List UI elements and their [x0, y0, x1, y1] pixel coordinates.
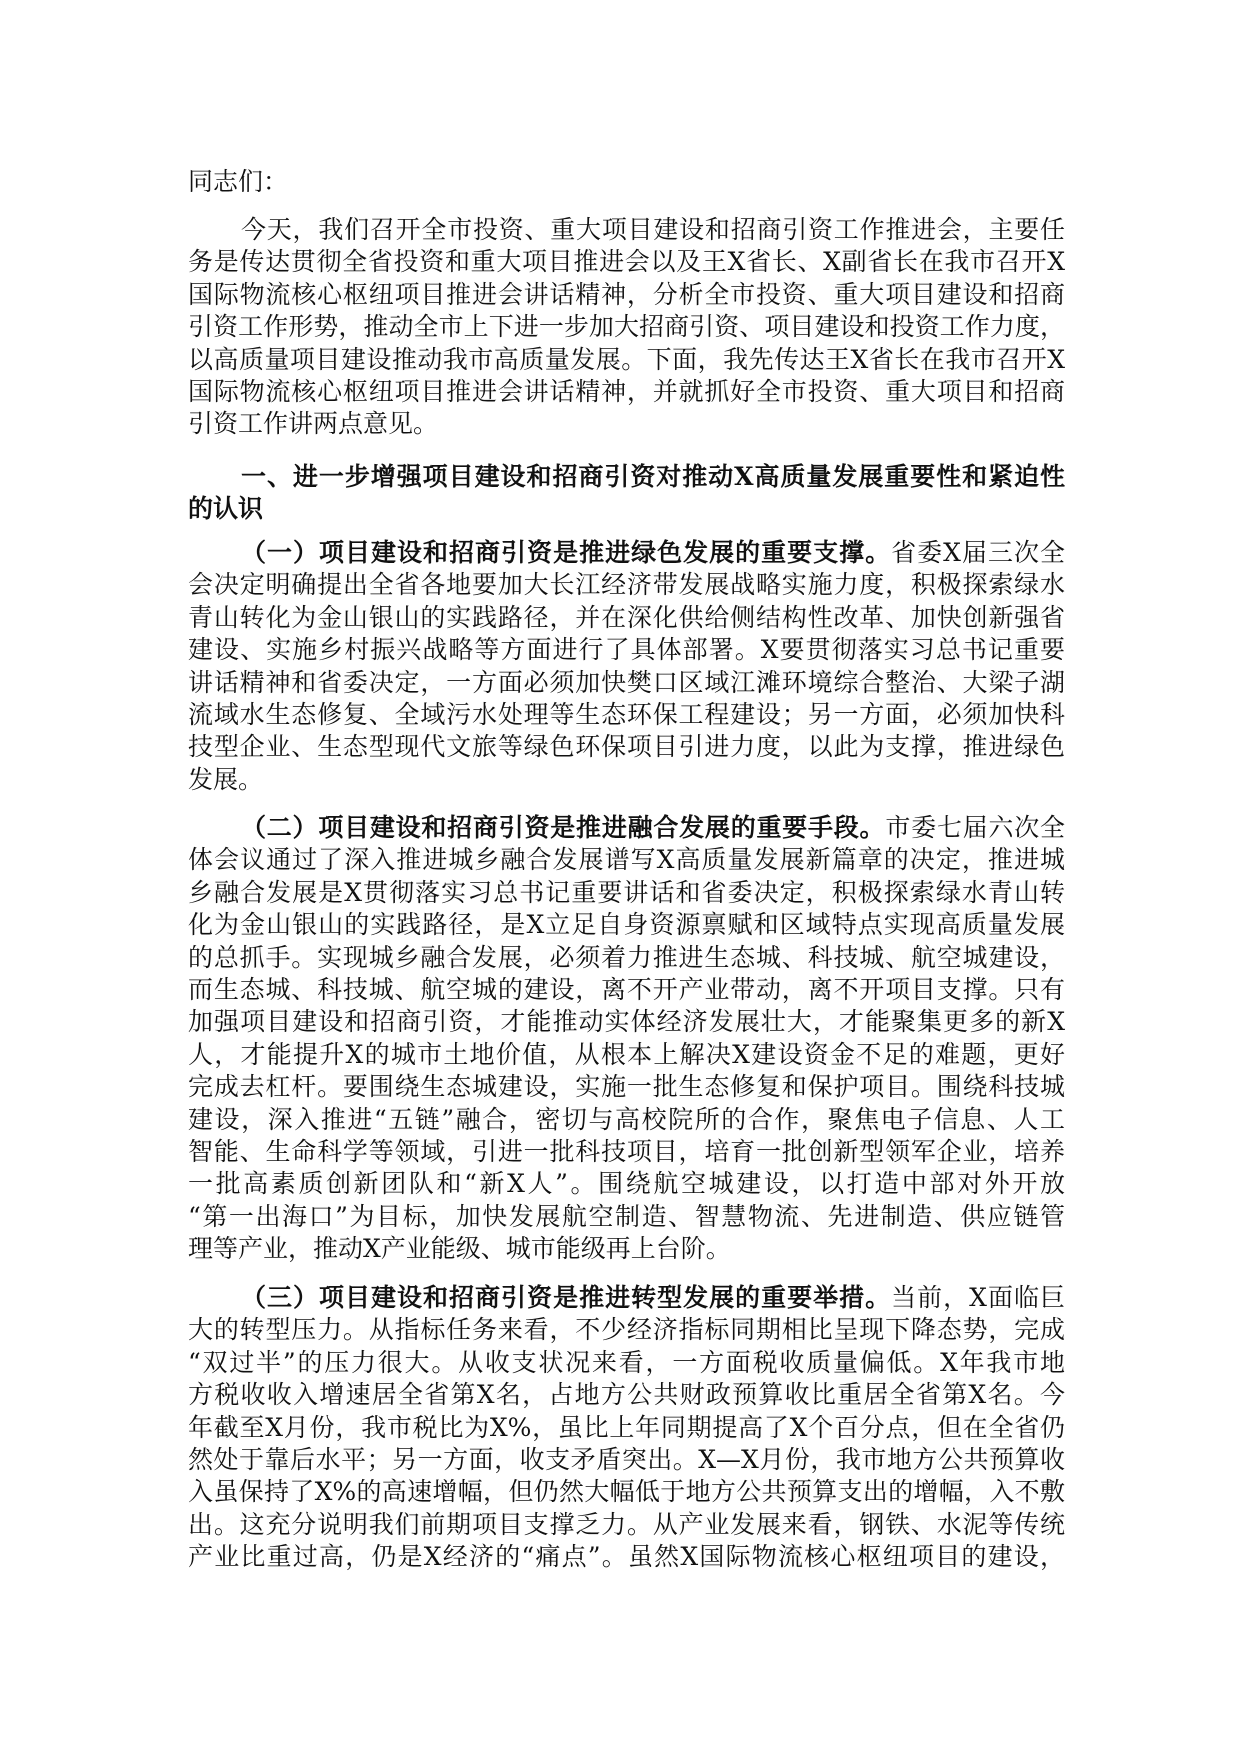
text-line	[188, 1104, 1065, 1136]
subsection-title: （三）项目建设和招商引资是推进转型发展的重要举措。	[241, 1283, 892, 1312]
text-line	[188, 1347, 1065, 1379]
line-text: 建设、实施乡村振兴战略等方面进行了具体部署。X要贯彻落实习总书记重要	[188, 635, 1065, 665]
text-line	[188, 974, 1065, 1006]
line-text: 的认识	[188, 494, 264, 524]
text-line	[188, 344, 1065, 376]
line-text: 入虽保持了X%的高速增幅，但仍然大幅低于地方公共预算支出的增幅，入不敷	[188, 1477, 1065, 1507]
text-line	[188, 1444, 1065, 1476]
text-line	[188, 1509, 1065, 1541]
text-line	[188, 1006, 1065, 1038]
salutation-text: 同志们：	[188, 167, 289, 196]
text-line	[188, 537, 1065, 569]
text-line	[188, 1476, 1065, 1508]
line-text: 一批高素质创新团队和“新X人”。围绕航空城建设，以打造中部对外开放	[188, 1169, 1065, 1199]
subsection-paragraph-1	[188, 537, 1065, 796]
line-text: 体会议通过了深入推进城乡融合发展谱写X高质量发展新篇章的决定，推进城	[188, 845, 1065, 875]
text-line	[188, 909, 1065, 941]
text-line	[188, 1201, 1065, 1233]
text-line	[188, 1136, 1065, 1168]
line-text: 智能、生命科学等领域，引进一批科技项目，培育一批创新型领军企业，培养	[188, 1136, 1065, 1166]
text-line	[188, 667, 1065, 699]
text-line	[188, 1282, 1065, 1314]
text-line	[188, 493, 1065, 525]
line-text: 国际物流核心枢纽项目推进会讲话精神，分析全市投资、重大项目建设和招商	[188, 279, 1065, 309]
line-text: 流域水生态修复、全域污水处理等生态环保工程建设；另一方面，必须加快科	[188, 699, 1065, 729]
line-text: 产业比重过高，仍是X经济的“痛点”。虽然X国际物流核心枢纽项目的建设，	[188, 1542, 1065, 1572]
text-line	[188, 1168, 1065, 1200]
text-line	[188, 602, 1065, 634]
line-text: 以高质量项目建设推动我市高质量发展。下面，我先传达王X省长在我市召开X	[188, 344, 1065, 374]
line-text: 的总抓手。实现城乡融合发展，必须着力推进生态城、科技城、航空城建设，	[188, 942, 1065, 972]
line-text: 化为金山银山的实践路径，是X立足自身资源禀赋和区域特点实现高质量发展	[188, 910, 1065, 940]
line-text: 今天，我们召开全市投资、重大项目建设和招商引资工作推进会，主要任	[241, 215, 1065, 244]
text-line	[188, 844, 1065, 876]
line-text: 当前，X面临巨	[891, 1283, 1065, 1312]
text-line	[188, 1412, 1065, 1444]
line-text: 建设，深入推进“五链”融合，密切与高校院所的合作，聚焦电子信息、人工	[188, 1104, 1065, 1134]
subsection-title: （一）项目建设和招商引资是推进绿色发展的重要支撑。	[241, 538, 892, 567]
line-text: 省委X届三次全	[891, 538, 1065, 567]
text-line	[188, 699, 1065, 731]
text-line	[188, 1233, 1065, 1265]
line-text: “双过半”的压力很大。从收支状况来看，一方面税收质量偏低。X年我市地	[188, 1347, 1065, 1377]
line-text: 人，才能提升X的城市土地价值，从根本上解决X建设资金不足的难题，更好	[188, 1039, 1065, 1069]
line-text: 引资工作讲两点意见。	[188, 409, 439, 439]
line-text: 然处于靠后水平；另一方面，收支矛盾突出。X—X月份，我市地方公共预算收	[188, 1444, 1065, 1474]
text-line	[188, 634, 1065, 666]
text-line	[188, 408, 1065, 440]
subsection-title: （二）项目建设和招商引资是推进融合发展的重要手段。	[241, 813, 886, 842]
salutation	[188, 166, 1065, 198]
line-text: 讲话精神和省委决定，一方面必须加快樊口区域江滩环境综合整治、大梁子湖	[188, 667, 1065, 697]
line-text: 市委七届六次全	[885, 813, 1065, 842]
text-line	[188, 1314, 1065, 1346]
text-line	[188, 569, 1065, 601]
line-text: 年截至X月份，我市税比为X%，虽比上年同期提高了X个百分点，但在全省仍	[188, 1412, 1065, 1442]
line-text: 国际物流核心枢纽项目推进会讲话精神，并就抓好全市投资、重大项目和招商	[188, 376, 1065, 406]
text-line	[188, 311, 1065, 343]
text-line	[188, 1541, 1065, 1573]
line-text: 引资工作形势，推动全市上下进一步加大招商引资、项目建设和投资工作力度，	[188, 312, 1065, 342]
line-text: 发展。	[188, 764, 264, 794]
text-line	[188, 942, 1065, 974]
line-text: “第一出海口”为目标，加快发展航空制造、智慧物流、先进制造、供应链管	[188, 1201, 1065, 1231]
line-text: 理等产业，推动X产业能级、城市能级再上台阶。	[188, 1234, 731, 1264]
text-line	[188, 1039, 1065, 1071]
text-line	[188, 246, 1065, 278]
text-line	[188, 1379, 1065, 1411]
intro-paragraph	[188, 214, 1065, 441]
line-text: 出。这充分说明我们前期项目支撑乏力。从产业发展来看，钢铁、水泥等传统	[188, 1509, 1065, 1539]
text-line	[188, 812, 1065, 844]
text-line	[188, 877, 1065, 909]
line-text: 务是传达贯彻全省投资和重大项目推进会以及王X省长、X副省长在我市召开X	[188, 247, 1065, 277]
subsection-paragraph-3	[188, 1282, 1065, 1574]
text-line	[188, 1071, 1065, 1103]
section-heading-1	[188, 461, 1065, 526]
line-text: 方税收收入增速居全省第X名，占地方公共财政预算收比重居全省第X名。今	[188, 1380, 1065, 1410]
text-line	[188, 279, 1065, 311]
line-text: 乡融合发展是X贯彻落实习总书记重要讲话和省委决定，积极探索绿水青山转	[188, 877, 1065, 907]
line-text: 大的转型压力。从指标任务来看，不少经济指标同期相比呈现下降态势，完成	[188, 1315, 1065, 1345]
line-text: 完成去杠杆。要围绕生态城建设，实施一批生态修复和保护项目。围绕科技城	[188, 1072, 1065, 1102]
line-text: 会决定明确提出全省各地要加大长江经济带发展战略实施力度，积极探索绿水	[188, 570, 1065, 600]
text-line	[188, 376, 1065, 408]
line-text: 技型企业、生态型现代文旅等绿色环保项目引进力度，以此为支撑，推进绿色	[188, 732, 1065, 762]
line-text: 加强项目建设和招商引资，才能推动实体经济发展壮大，才能聚集更多的新X	[188, 1007, 1065, 1037]
line-text: 青山转化为金山银山的实践路径，并在深化供给侧结构性改革、加快创新强省	[188, 602, 1065, 632]
text-line	[188, 731, 1065, 763]
line-text: 而生态城、科技城、航空城的建设，离不开产业带动，离不开项目支撑。只有	[188, 974, 1065, 1004]
subsection-paragraph-2	[188, 812, 1065, 1265]
text-line	[188, 461, 1065, 493]
text-line	[188, 214, 1065, 246]
text-line	[188, 764, 1065, 796]
line-text: 一、进一步增强项目建设和招商引资对推动X高质量发展重要性和紧迫性	[241, 462, 1065, 491]
